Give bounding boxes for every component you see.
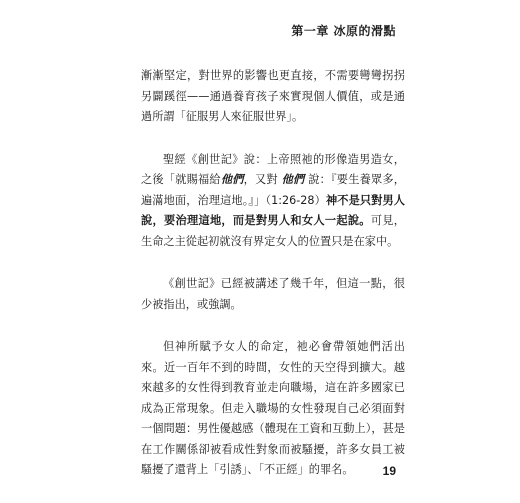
paragraph-2-text-a: 聖經《創世記》說：上帝照祂的形像造男造女，之後「就賜福給 xyxy=(141,152,405,186)
emphasis-them-2: 他們 xyxy=(281,173,305,186)
paragraph-4-text: 但神所賦予女人的命定，祂必會帶領她們活出來。近一百年不到的時間，女性的天空得到擴大。越來越多的女性得到教育並走向職場，這在許多國家已成為正常現象。但走入職場的女性發現自己必須面對一個問題：男性優越感（體現在工資和互動上），甚是在工作關係卻被看成性對象而被騷擾，許多女員工被騷擾了還背上「引誘」、「不正經」的罪名。 xyxy=(141,340,405,476)
page-body xyxy=(141,62,405,503)
running-header: 第一章 冰原的滑點 xyxy=(291,24,396,38)
paragraph-4 xyxy=(141,337,405,481)
emphasis-them-1: 他們 xyxy=(220,173,244,186)
paragraph-2-text-d: 可見，生命之主從起初就沒有界定女人的位置只是在家中。 xyxy=(141,214,405,248)
paragraph-2-text-b: ，又對 xyxy=(243,173,282,186)
paragraph-3 xyxy=(141,274,405,315)
paragraph-2 xyxy=(141,150,405,253)
paragraph-2-bold-statement: 神不是只對男人說，要治理這地，而是對男人和女人一起說。 xyxy=(141,193,405,227)
paragraph-2-text-c: 說：『要生養眾多，遍滿地面，治理這地。』」（1:26-28） xyxy=(141,173,405,207)
paragraph-1-text: 漸漸堅定，對世界的影響也更直接，不需要彎彎拐拐另闢蹊徑——通過養育孩子來實現個人價值，或是通過所謂「征服男人來征服世界」。 xyxy=(141,69,405,123)
paragraph-3-text: 《創世記》已經被講述了幾千年，但這一點，很少被指出，或強調。 xyxy=(141,277,405,311)
paragraph-1 xyxy=(141,66,405,128)
page-number: 19 xyxy=(382,464,396,478)
